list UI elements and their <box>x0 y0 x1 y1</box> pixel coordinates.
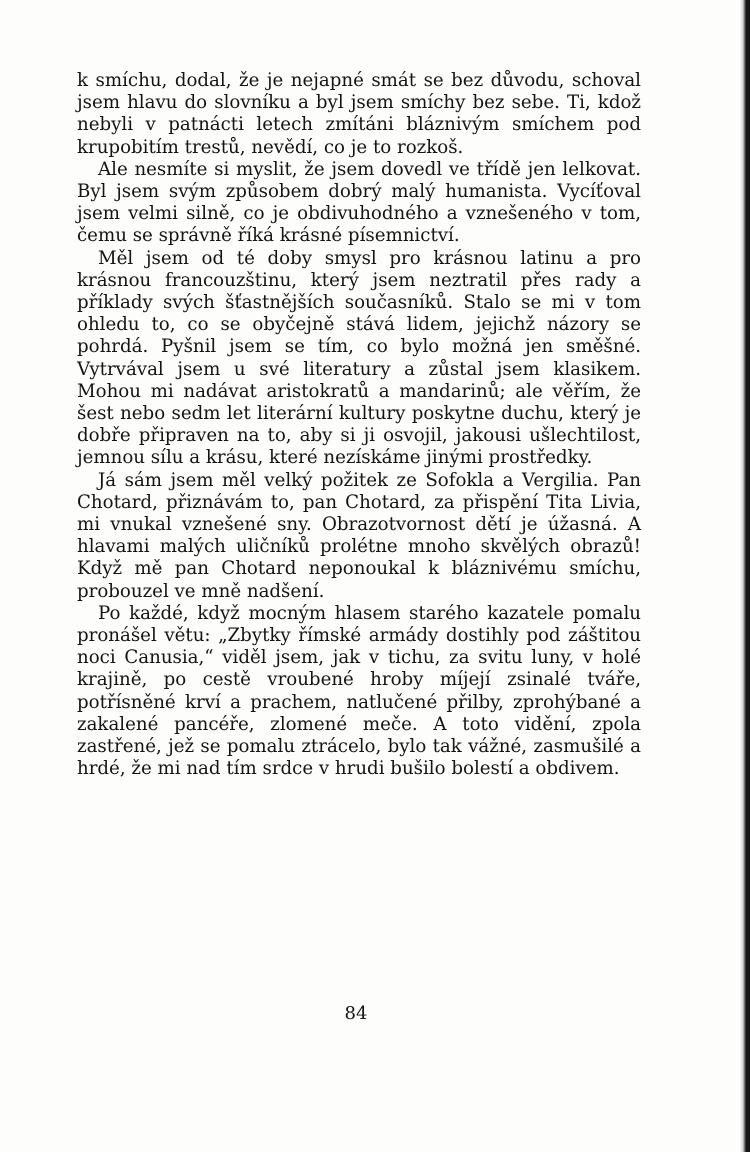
body-text <box>77 70 641 781</box>
paragraph-3: Měl jsem od té doby smysl pro krásnou latinu a pro krásnou francouzštinu, který jsem neztratil přes rady a příklady svých šťastnějších současníků. Stalo se mi v tom ohledu to, co se obyčejně stává lidem, jejichž názory se pohrdá. Pyšnil jsem se tím, co bylo možná jen směšné. Vytrvával jsem u své literatury a zůstal jsem klasikem. Mohou mi nadávat aristokratů a mandarinů; ale věřím, že šest nebo sedm let literární kultury poskytne duchu, který je dobře připraven na to, aby si ji osvojil, jakousi ušlechtilost, jemnou sílu a krásu, které nezískáme jinými prostředky. <box>77 247 641 469</box>
paragraph-5: Po každé, když mocným hlasem starého kazatele pomalu pronášel větu: „Zbytky římské armády dostihly pod záštitou noci Canusia,“ viděl jsem, jak v tichu, za svitu luny, v holé krajině, po cestě vroubené hroby míjejí zsinalé tváře, potřísněné krví a prachem, natlučené přilby, zprohýbané a zakalené pancéře, zlomené meče. A toto vidění, zpola zastřené, jež se pomalu ztrácelo, bylo tak vážné, zasmušilé a hrdé, že mi nad tím srdce v hrudi bušilo bolestí a obdivem. <box>77 602 641 780</box>
page-number: 84 <box>344 1003 368 1024</box>
paragraph-2: Ale nesmíte si myslit, že jsem dovedl ve třídě jen lelkovat. Byl jsem svým způsobem dobrý malý humanista. Vycíťoval jsem velmi silně, co je obdivuhodného a vznešeného v tom, čemu se správně říká krásné písemnictví. <box>77 158 641 247</box>
book-spine-edge <box>740 0 750 1152</box>
paragraph-1: k smíchu, dodal, že je nejapné smát se bez důvodu, schoval jsem hlavu do slovníku a byl jsem smíchy bez sebe. Ti, kdož nebyli v patnácti letech zmítáni bláznivým smíchem pod krupobitím trestů, nevědí, co je to rozkoš. <box>77 70 641 158</box>
paragraph-4: Já sám jsem měl velký požitek ze Sofokla a Vergilia. Pan Chotard, přiznávám to, pan Chotard, za přispění Tita Livia, mi vnukal vznešené sny. Obrazotvornost dětí je úžasná. A hlavami malých uličníků prolétne mnoho skvělých obrazů! Když mě pan Chotard neponoukal k bláznivému smíchu, probouzel ve mně nadšení. <box>77 469 641 602</box>
